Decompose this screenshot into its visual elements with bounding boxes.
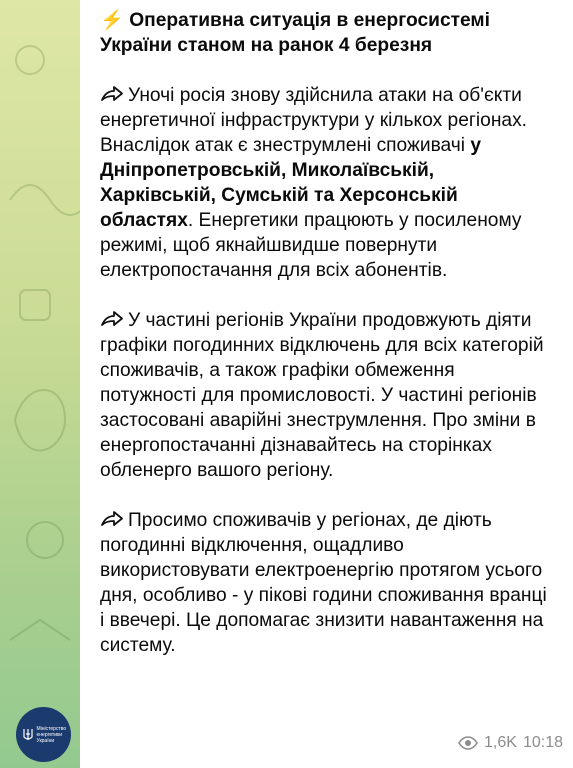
trident-icon bbox=[23, 728, 33, 742]
lightning-icon: ⚡ bbox=[100, 10, 124, 31]
message-title-text: Оперативна ситуація в енергосистемі України станом на ранок 4 березня bbox=[100, 10, 490, 56]
message-paragraph-1 bbox=[100, 83, 553, 283]
share-arrow-icon bbox=[100, 510, 124, 528]
message-time: 10:18 bbox=[522, 734, 563, 751]
paragraph-1-regions: у Дніпропетровській, Миколаївській, Харківській, Сумській та Херсонській областях bbox=[100, 135, 482, 231]
message-meta bbox=[458, 730, 563, 755]
message-title bbox=[100, 8, 553, 58]
message-paragraph-3 bbox=[100, 508, 553, 658]
message-bubble[interactable] bbox=[80, 0, 573, 768]
eye-icon bbox=[458, 736, 478, 750]
view-count: 1,6K bbox=[484, 734, 517, 751]
background-doodles bbox=[0, 0, 90, 768]
paragraph-1-end: . Енергетики працюють у посиленому режимі, щоб якнайшвидше повернути електропостачання для всіх абонентів. bbox=[100, 210, 522, 281]
paragraph-2-text: У частині регіонів України продовжують діяти графіки погодинних відключень для всіх категорій споживачів, а також графіки обмеження потужності для промисловості. У частині регіонів застосовані аварійні знеструмлення. Про зміни в енергопостачанні дізнавайтесь на сторінках обленерго вашого регіону. bbox=[100, 310, 544, 481]
paragraph-3-text: Просимо споживачів у регіонах, де діють погодинні відключення, ощадливо використовувати електроенергію протягом усього дня, особливо - у пікові години споживання вранці і ввечері. Це допомагає знизити навантаження на систему. bbox=[100, 510, 547, 656]
paragraph-1-text: Уночі росія знову здійснила атаки на об'єкти енергетичної інфраструктури у кількох регіонах. Внаслідок атак є знеструмлені споживачі bbox=[100, 85, 528, 156]
avatar-text: Міністерство енергетики України bbox=[36, 725, 67, 744]
share-arrow-icon bbox=[100, 310, 124, 328]
channel-avatar[interactable] bbox=[16, 707, 71, 762]
message-paragraph-2 bbox=[100, 308, 553, 483]
share-arrow-icon bbox=[100, 85, 124, 103]
